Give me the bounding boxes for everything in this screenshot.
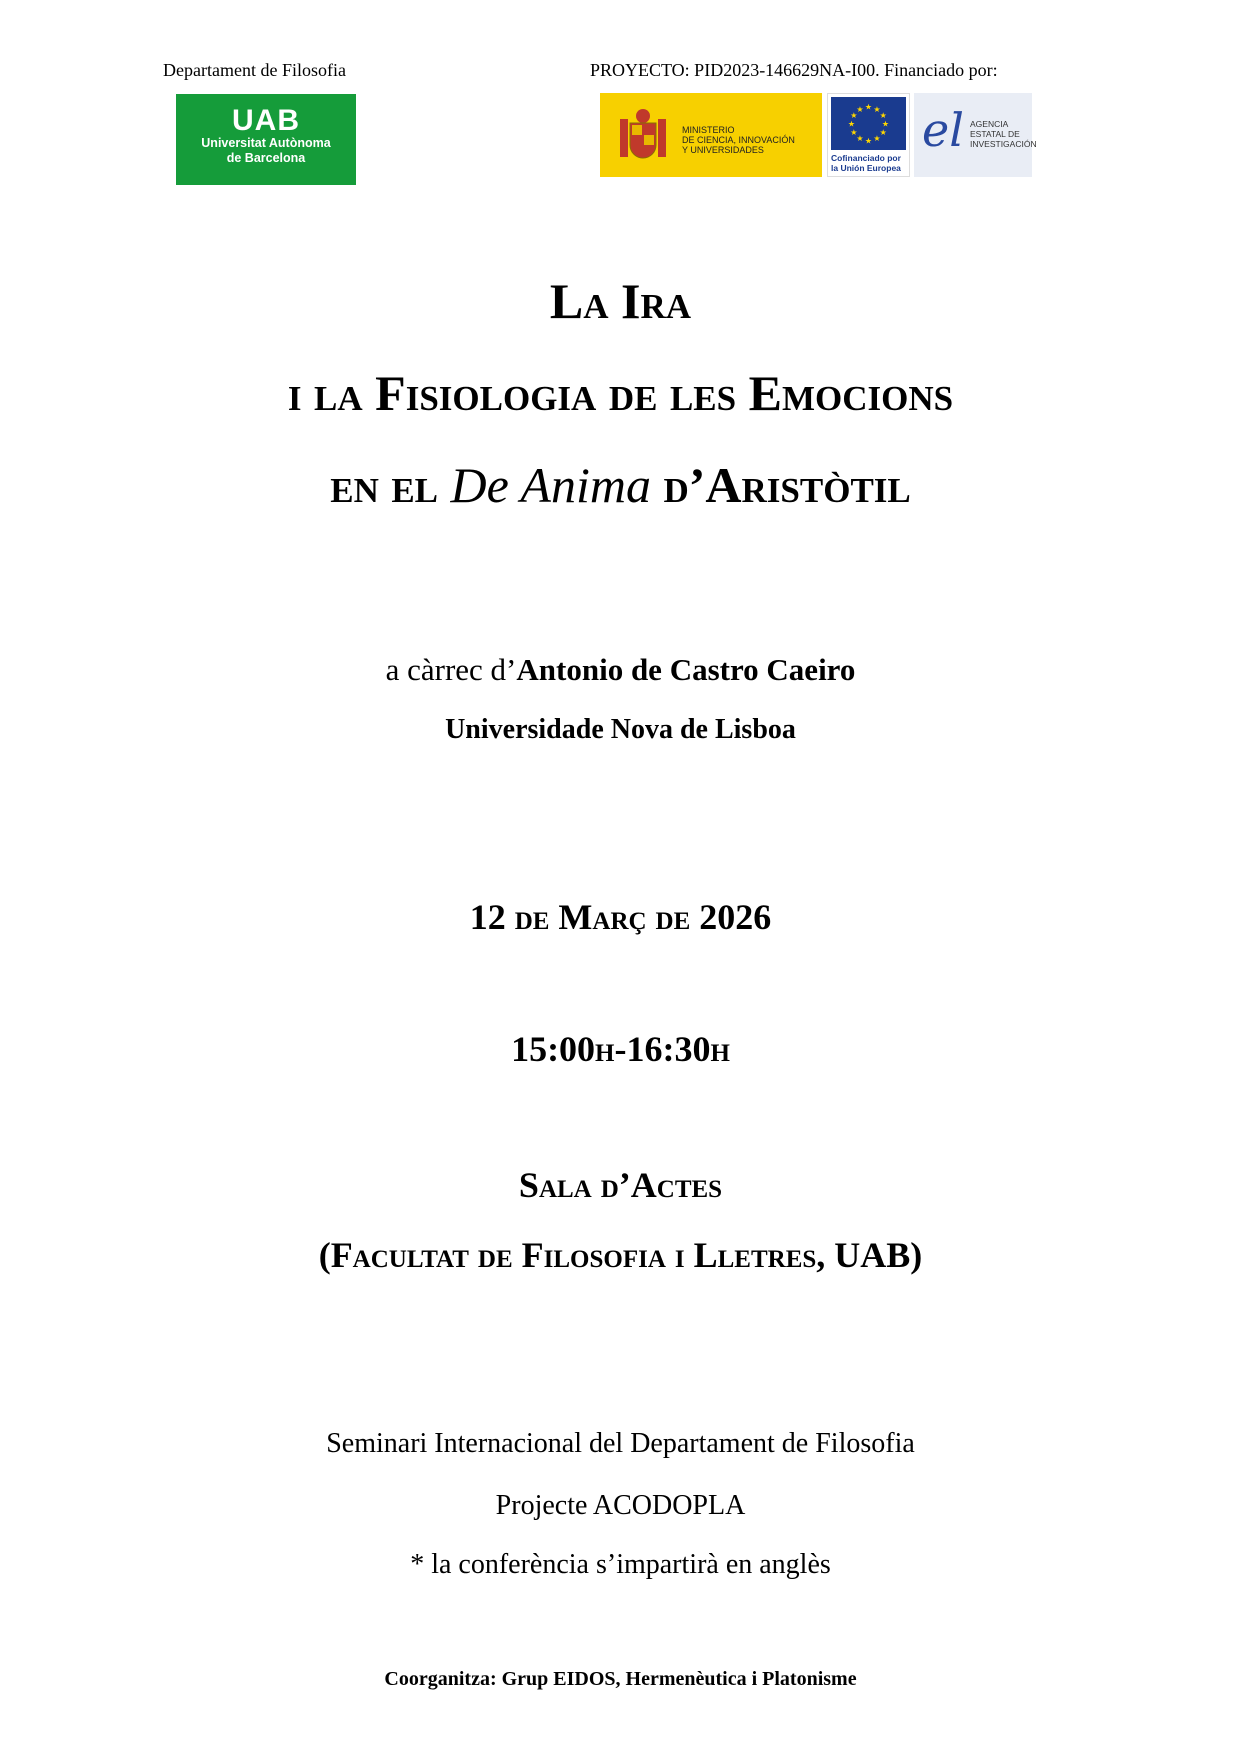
eu-line1: Cofinanciado por	[831, 153, 901, 163]
speaker-line	[0, 652, 1241, 688]
eu-star-icon: ★	[856, 104, 864, 114]
eu-star-icon: ★	[847, 119, 856, 129]
title-line3-post: d’Aristòtil	[650, 457, 911, 513]
uab-logo	[176, 94, 356, 185]
eu-star-icon: ★	[850, 111, 858, 120]
title-line1: La Ira	[549, 273, 692, 329]
eu-star-icon: ★	[864, 136, 873, 146]
ministry-line1: MINISTERIO	[682, 125, 735, 135]
project-funding-label: PROYECTO: PID2023-146629NA-I00. Financiado por:	[590, 60, 998, 80]
aei-line2: ESTATAL DE	[970, 129, 1020, 139]
department-label: Departament de Filosofia	[163, 60, 346, 80]
speaker-prefix: a càrrec d’	[385, 652, 517, 687]
aei-mark: el	[922, 103, 964, 157]
ministry-line2: DE CIENCIA, INNOVACIÓN	[682, 135, 795, 145]
eu-star-icon: ★	[879, 128, 887, 137]
project-label: Projecte ACODOPLA	[495, 1490, 746, 1521]
ministry-logo	[600, 93, 822, 177]
uab-logo-name: UAB	[232, 104, 300, 137]
event-time: 15:00h-16:30h	[511, 1029, 730, 1069]
event-date: 12 de Març de 2026	[469, 897, 772, 937]
seminar-label: Seminari Internacional del Departament de Filosofia	[326, 1428, 915, 1459]
title-line3	[0, 439, 1241, 531]
lecture-title	[0, 255, 1241, 531]
speaker-name: Antonio de Castro Caeiro	[516, 652, 856, 687]
eu-flag-icon	[831, 97, 906, 150]
aei-logo	[914, 93, 1037, 177]
eu-logo	[827, 93, 910, 177]
title-work-name: De Anima	[450, 457, 651, 513]
language-note: * la conferència s’impartirà en anglès	[410, 1549, 831, 1580]
event-venue-detail: (Facultat de Filosofia i Lletres, UAB)	[318, 1235, 923, 1275]
speaker-affiliation: Universidade Nova de Lisboa	[445, 714, 796, 745]
eu-star-icon: ★	[864, 102, 873, 112]
eu-line2: la Unión Europea	[831, 163, 901, 173]
event-venue: Sala d’Actes	[518, 1165, 723, 1205]
aei-line1: AGENCIA	[970, 119, 1009, 129]
title-line3-pre: en el	[330, 457, 451, 513]
eu-star-icon: ★	[856, 134, 864, 144]
uab-logo-line2: de Barcelona	[226, 151, 306, 165]
ministry-line3: Y UNIVERSIDADES	[682, 145, 764, 155]
eu-star-icon: ★	[873, 134, 881, 144]
coorganizer-label: Coorganitza: Grup EIDOS, Hermenèutica i Platonisme	[384, 1668, 857, 1690]
eu-star-icon: ★	[879, 111, 887, 120]
eu-star-icon: ★	[850, 128, 858, 137]
eu-star-icon: ★	[881, 119, 890, 129]
title-line2: i la Fisiologia de les Emocions	[287, 365, 954, 421]
eu-star-icon: ★	[873, 104, 881, 114]
spain-coat-of-arms-icon	[612, 105, 674, 167]
aei-line3: INVESTIGACIÓN	[970, 139, 1037, 149]
uab-logo-line1: Universitat Autònoma	[201, 136, 331, 150]
